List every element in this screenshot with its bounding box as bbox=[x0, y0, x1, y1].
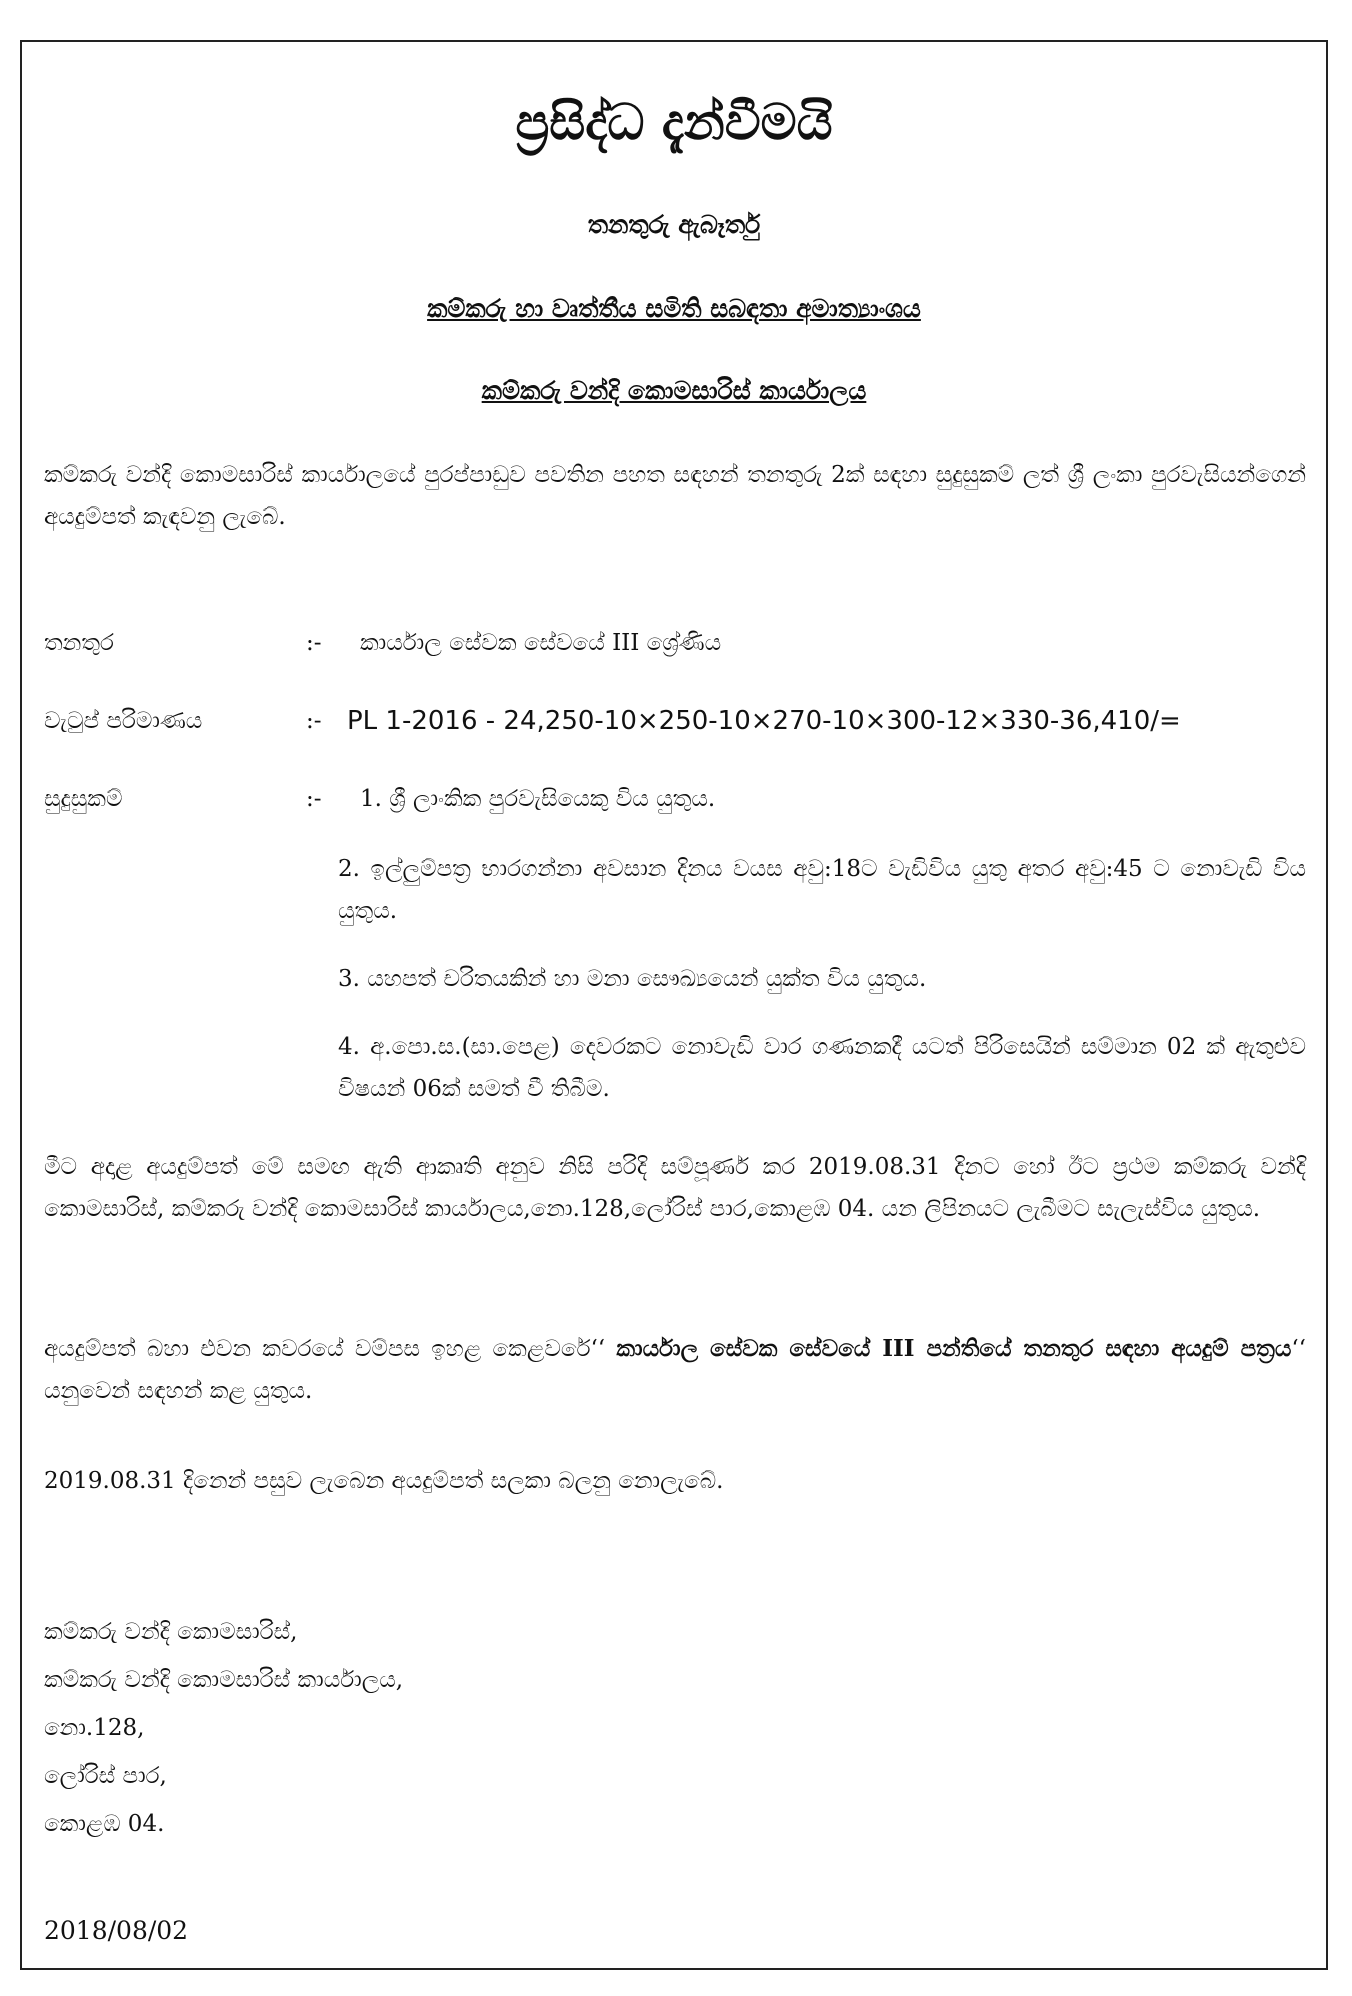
envelope-prefix: අයදුම්පත් බහා එවන කවරයේ වම්පස ඉහළ කෙළවරේ‘‘ bbox=[44, 1336, 617, 1362]
qualification-item-2: 2. ඉල්ලුම්පත්‍ර භාරගන්නා අවසාන දිනය වයස අවු:18ට වැඩිවිය යුතු අතර අවු:45 ට නොවැඩි විය යුතුය. bbox=[338, 856, 1306, 924]
envelope-paragraph bbox=[44, 1328, 1306, 1412]
signature-line: කම්කරු වන්දි කොමසාරිස්, bbox=[44, 1619, 298, 1645]
qualification-item-1: 1. ශ්‍රී ලාංකික පුරවැසියෙකු විය යුතුය. bbox=[360, 786, 716, 812]
salary-label: වැටුප් පරිමාණය bbox=[44, 708, 203, 734]
salary-separator: :- bbox=[306, 708, 322, 734]
signature-line: නො.128, bbox=[44, 1715, 145, 1741]
department-heading: කම්කරු වන්දි කොමසාරිස් කාර්යාලය bbox=[481, 376, 867, 405]
salary-value: PL 1-2016 - 24,250-10×250-10×270-10×300-12×330-36,410/= bbox=[347, 706, 1181, 736]
notice-subtitle: තනතුරු ඇබෑර්තු bbox=[587, 210, 761, 239]
notice-date: 2018/08/02 bbox=[44, 1916, 189, 1945]
signature-line: ලෝරිස් පාර, bbox=[44, 1763, 167, 1789]
envelope-suffix: ‘‘ යනුවෙන් සඳහන් කළ යුතුය. bbox=[44, 1336, 1306, 1404]
qualification-item-4: 4. අ.පො.ස.(සා.පෙළ) දෙවරකට නොවැඩි වාර ගණනකදී යටත් පිරිසෙයින් සම්මාන 02 ක් ඇතුළුව විෂයන් 06ක් සමත් වී තිබීම. bbox=[338, 1034, 1306, 1102]
post-label: තනතුර bbox=[44, 630, 114, 656]
ministry-heading: කම්කරු හා වෘත්තීය සමිති සබඳතා අමාත්‍යාංශය bbox=[427, 294, 921, 323]
deadline-paragraph: 2019.08.31 දිනෙන් පසුව ලැබෙන අයදුම්පත් සලකා බලනු නොලැබේ. bbox=[44, 1468, 724, 1494]
notice-title: ප්‍රසිද්ධ දැන්වීමයි bbox=[515, 92, 833, 151]
application-paragraph: මීට අදාළ අයදුම්පත් මේ සමඟ ඇති ආකෘති අනුව නිසි පරිදි සම්පූර්ණ කර 2019.08.31 දිනට හෝ ඊට ප්‍රථම කම්කරු වන්දි කොමසාරිස්, කම්කරු වන්දි කොමසාරිස් කාර්යාලය,නො.128,ලෝරිස් පාර,කොළඹ 04. යන ලිපිනයට ලැබීමට සැලැස්විය යුතුය. bbox=[44, 1154, 1306, 1222]
intro-paragraph: කම්කරු වන්දි කොමසාරිස් කාර්යාලයේ පුරප්පාඩුව පවතින පහත සඳහන් තනතුරු 2ක් සඳහා සුදුසුකම් ලත් ශ්‍රී ලංකා පුරවැසියන්ගෙන් අයදුම්පත් කැඳවනු ලැබේ. bbox=[44, 462, 1306, 530]
qualification-item-3: 3. යහපත් චරිතයකින් හා මනා සෞඛ්‍යයෙන් යුක්ත විය යුතුය. bbox=[338, 966, 927, 992]
envelope-bold-text: කාර්යාල සේවක සේවයේ III පන්තියේ තනතුර සඳහා අයදුම් පත්‍රය bbox=[616, 1335, 1292, 1362]
qualifications-separator: :- bbox=[306, 786, 322, 812]
post-value: කාර්යාල සේවක සේවයේ III ශ්‍රේණිය bbox=[360, 630, 722, 656]
signature-block bbox=[44, 1608, 403, 1848]
qualifications-label: සුදුසුකම් bbox=[44, 786, 123, 812]
notice-frame bbox=[20, 40, 1328, 1970]
post-separator: :- bbox=[306, 630, 322, 656]
signature-line: කොළඹ 04. bbox=[44, 1811, 165, 1837]
signature-line: කම්කරු වන්දි කොමසාරිස් කාර්යාලය, bbox=[44, 1667, 404, 1693]
